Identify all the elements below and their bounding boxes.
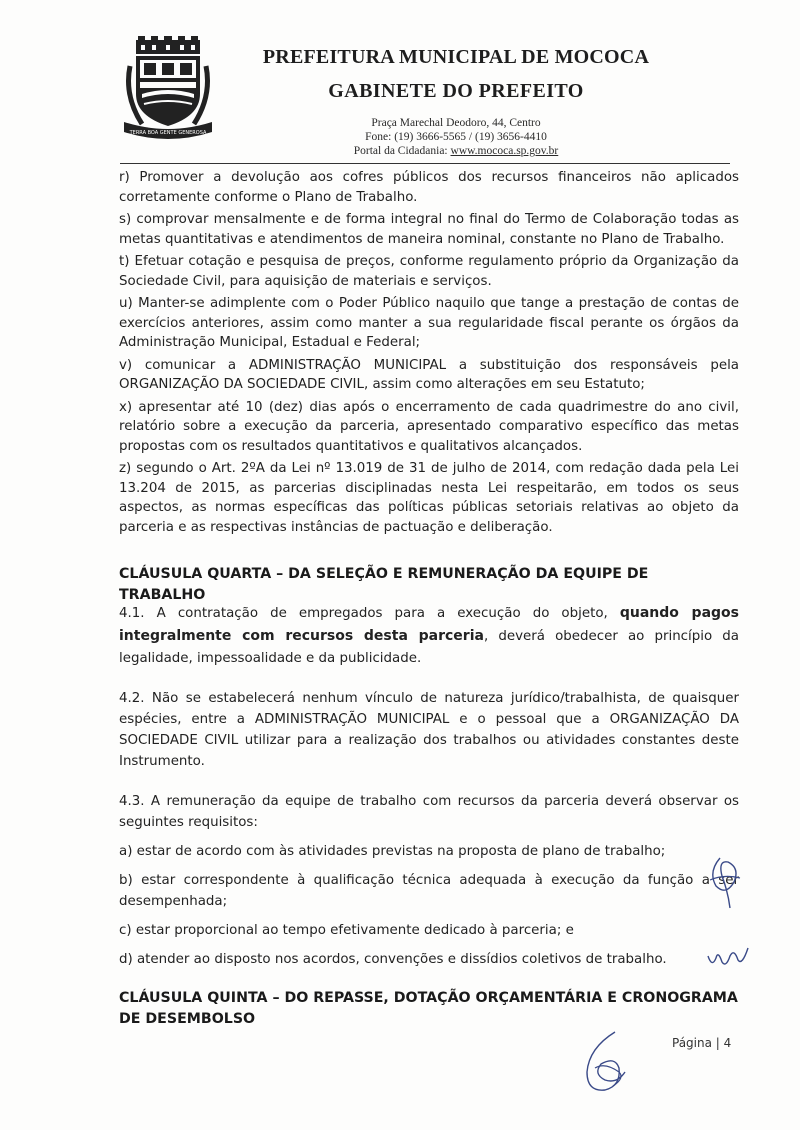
portal-link[interactable]: www.mococa.sp.gov.br (450, 145, 559, 157)
portal-line (236, 144, 676, 158)
paragraph-4-3: 4.3. A remuneração da equipe de trabalho com recursos da parceria deverá observar os seguintes requisitos: (119, 794, 739, 830)
page-number: Página | 4 (672, 1036, 732, 1050)
handwritten-initials-mark (704, 938, 756, 972)
page-title: PREFEITURA MUNICIPAL DE MOCOCA (262, 46, 650, 68)
list-item: r) Promover a devolução aos cofres públicos dos recursos financeiros não aplicados corretamente conforme o Plano de Trabalho. (119, 170, 739, 205)
list-item: t) Efetuar cotação e pesquisa de preços, conforme regulamento próprio da Organização da Sociedade Civil, para aquisição de materiais e serviços. (119, 254, 739, 289)
handwritten-signature (575, 1028, 635, 1100)
requirement-a: a) estar de acordo com às atividades previstas na proposta de plano de trabalho; (119, 844, 666, 859)
municipal-crest-logo (122, 36, 214, 144)
clause-heading: CLÁUSULA QUARTA – DA SELEÇÃO E REMUNERAÇÃO DA EQUIPE DE TRABALHO (119, 566, 649, 603)
requirement-b: b) estar correspondente à qualificação técnica adequada à execução da função a ser desempenhada; (119, 873, 739, 909)
requirement-d: d) atender ao disposto nos acordos, convenções e dissídios coletivos de trabalho. (119, 952, 667, 967)
paragraph-4-1 (119, 602, 739, 670)
phone-line: Fone: (19) 3666-5565 / (19) 3656-4410 (365, 131, 547, 143)
address-block (236, 116, 676, 158)
list-item: z) segundo o Art. 2ºA da Lei nº 13.019 de 31 de julho de 2014, com redação dada pela Lei 13.204 de 2015, as parcerias disciplinadas nesta Lei respeitarão, em todos os seus aspectos, as normas específicas das políticas públicas setoriais relativas ao objeto da parceria e as respectivas instâncias de pactuação e deliberação. (119, 461, 739, 535)
list-item: s) comprovar mensalmente e de forma integral no final do Termo de Colaboração todas as metas quantitativas e atendimentos de maneira nominal, constante no Plano de Trabalho. (119, 212, 739, 247)
list-item: u) Manter-se adimplente com o Poder Público naquilo que tange a prestação de contas de exercícios anteriores, assim como manter a sua regularidade fiscal perante os órgãos da Administração Municipal, Estadual e Federal; (119, 296, 739, 350)
address-line: Praça Marechal Deodoro, 44, Centro (371, 117, 541, 129)
clause-heading: CLÁUSULA QUINTA – DO REPASSE, DOTAÇÃO ORÇAMENTÁRIA E CRONOGRAMA DE DESEMBOLSO (119, 990, 738, 1027)
crest-motto: TERRA BOA GENTE GENEROSA (129, 130, 207, 136)
clause4-section (119, 602, 739, 970)
header-divider (120, 163, 730, 164)
p41-bold: quando pagos integralmente com recursos desta parceria (119, 605, 739, 644)
list-item: x) apresentar até 10 (dez) dias após o encerramento de cada quadrimestre do ano civil, relatório sobre a execução da parceria, apresentado comparativo específico das metas propostas com os resultados quantitativos e qualitativos alcançados. (119, 399, 739, 454)
list-item: v) comunicar a ADMINISTRAÇÃO MUNICIPAL a substituição dos responsáveis pela ORGANIZAÇÃO DA SOCIEDADE CIVIL, assim como alterações em seu Estatuto; (119, 357, 739, 392)
portal-label: Portal da Cidadania: (353, 145, 451, 157)
obligations-list (119, 168, 739, 537)
handwritten-initials-signature (700, 852, 750, 912)
page-subtitle: GABINETE DO PREFEITO (328, 80, 584, 102)
paragraph-4-2: 4.2. Não se estabelecerá nenhum vínculo de natureza jurídico/trabalhista, de quaisquer espécies, entre a ADMINISTRAÇÃO MUNICIPAL e o pessoal que a ORGANIZAÇÃO DA SOCIEDADE CIVIL utilizar para a realização dos trabalhos ou atividades constantes deste Instrumento. (119, 691, 739, 769)
requirement-c: c) estar proporcional ao tempo efetivamente dedicado à parceria; e (119, 923, 574, 938)
p41-text: 4.1. A contratação de empregados para a execução do objeto, (119, 606, 620, 621)
p41-end: , deverá obedecer ao princípio da legalidade, impessoalidade e da publicidade. (119, 629, 739, 666)
